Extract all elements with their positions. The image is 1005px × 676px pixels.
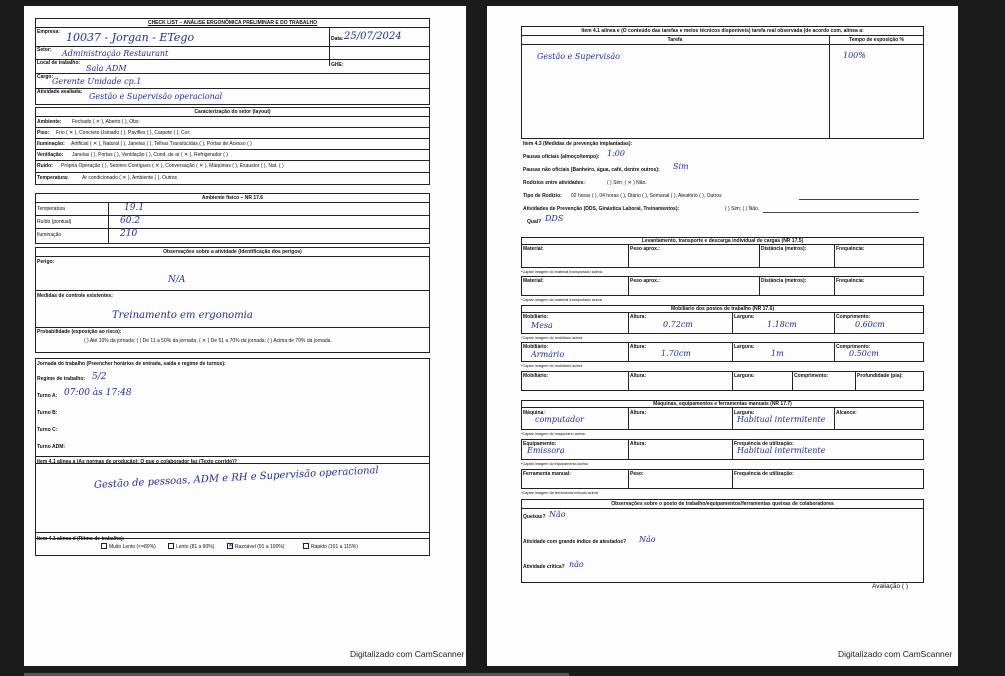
critica-value: não bbox=[569, 560, 584, 569]
tipo-rodizio-options: 02 horas ( ), 04 horas ( ), Diário ( ), Semanal ( ), Aleatório ( ), Outros bbox=[571, 193, 722, 199]
layout-row-options: Própria Operação ( ), Setores Contíguos ( ✕ ), Conversação ( ✕ ), Máquinas ( ), Exaustor ( ), Nat. ( ) bbox=[61, 163, 284, 169]
atividade-label: Atividade avaliada: bbox=[37, 89, 83, 95]
item-a-label: Item 4.1 alínea a (As normas de produção): O que o colaborador faz (Texto corrido)? bbox=[37, 459, 237, 465]
camscanner-label: Digitalizado com CamScanner bbox=[838, 649, 953, 659]
atestados-label: Atividade com grande índice de atestados? bbox=[523, 539, 627, 545]
observacoes-title: Observações sobre a atividade (Identificação dos perigos) bbox=[163, 249, 302, 255]
pausas-oficiais-value: 1:00 bbox=[607, 149, 625, 158]
altura-label: Altura: bbox=[630, 344, 647, 350]
equipamento-altura-label: Altura: bbox=[630, 441, 647, 447]
maquina-altura-label: Altura: bbox=[630, 410, 647, 416]
tarefa-table-title: Item 4.1 alínea e (O conteúdo das tarefas e meios técnicos disponíveis) tarefa real observada (de acordo com, alínea a: bbox=[581, 28, 864, 34]
ghe-label: GHE: bbox=[331, 62, 344, 68]
empresa-value: 10037 - Jorgan - ETego bbox=[66, 31, 195, 44]
document-page-1 bbox=[24, 6, 466, 666]
data-label: Data: bbox=[331, 36, 344, 42]
ambiente-row-label: Temperatura bbox=[37, 206, 66, 212]
layout-row-label: Ambiente: bbox=[37, 119, 62, 125]
frequencia-label: Frequência: bbox=[836, 278, 865, 284]
ritmo-option: Muito Lento (<=80%) bbox=[109, 544, 156, 550]
setor-value: Administração Restaurant bbox=[62, 49, 169, 58]
maquina-value: computador bbox=[535, 415, 584, 424]
local-label: Local de trabalho: bbox=[37, 60, 81, 66]
layout-row-options: Janelas ( ), Portas ( ), Ventilação ( ), Cond. de ar ( ✕ ), Refrigerador ( ) bbox=[72, 152, 228, 158]
frequencia-utilizacao-label: Frequência de utilização: bbox=[734, 441, 794, 447]
layout-row-options: Fechado ( ✕ ), Aberto ( ), Obs: bbox=[72, 119, 140, 125]
cargo-label: Cargo: bbox=[37, 74, 54, 80]
pausas-oficiais-label: Pausas oficiais (almoço/tempo): bbox=[523, 154, 600, 160]
mobiliario-value: Mesa bbox=[531, 321, 553, 330]
ritmo-option: Razoável (91 a 100%) bbox=[235, 544, 285, 550]
setor-label: Setor: bbox=[37, 47, 52, 53]
ritmo-option: Rápido (101 a 115%) bbox=[311, 544, 358, 550]
comprimento-label: Comprimento: bbox=[836, 344, 871, 350]
distancia-label: Distância (metros): bbox=[761, 246, 807, 252]
ferramenta-frequencia-label: Frequência de utilização: bbox=[734, 471, 794, 477]
material-label: Material: bbox=[523, 278, 544, 284]
mobiliario-label: Mobiliário: bbox=[523, 373, 549, 379]
largura-value: 1m bbox=[771, 349, 784, 358]
pausas-nao-oficiais-value: Sim bbox=[673, 162, 689, 171]
observacoes-posto-title: Observações sobre o posto de trabalho/equipamentos/ferramentas queixas de colaboradores bbox=[611, 501, 834, 507]
layout-row-label: Ventilação: bbox=[37, 152, 64, 158]
rodizios-label: Rodízios entre atividades: bbox=[523, 180, 585, 186]
ambiente-row-value: 210 bbox=[120, 229, 138, 239]
local-value: Sala ADM bbox=[86, 64, 127, 73]
atestados-value: Não bbox=[639, 535, 656, 544]
levantamento-caption: *Captar imagem do material transportado acima bbox=[521, 270, 602, 274]
camscanner-label: Digitalizado com CamScanner bbox=[350, 649, 465, 659]
cargo-value: Gerente Unidade cp.1 bbox=[52, 77, 142, 86]
altura-value: 1.70cm bbox=[661, 349, 691, 358]
comprimento-value: 0.50cm bbox=[849, 349, 879, 358]
largura-value: 1.18cm bbox=[767, 320, 797, 329]
item-d-label: Item 4.1 alínea d (Ritmo de trabalho): bbox=[37, 536, 125, 542]
comprimento-label: Comprimento: bbox=[836, 314, 871, 320]
ritmo-checkbox-checked[interactable]: ✕ bbox=[228, 543, 234, 549]
regime-value: 5/2 bbox=[92, 372, 107, 382]
mobiliario-caption: *Captar imagem do mobiliário acima bbox=[521, 364, 583, 368]
atividades-prevencao-label: Atividades de Prevenção (DDS, Ginástica Laboral, Treinamentos): bbox=[523, 206, 680, 212]
ferramenta-peso-label: Peso: bbox=[630, 471, 644, 477]
regime-label: Regime de trabalho: bbox=[37, 376, 86, 382]
ritmo-checkbox[interactable] bbox=[101, 543, 107, 549]
profundidade-label: Profundidade (pia): bbox=[857, 373, 903, 379]
layout-row-options: Artificial ( ✕ ), Natural ( ), Janelas ( ), Telhas Translúcidas ( ), Portas de Acesso ( ) bbox=[71, 141, 252, 147]
equipamento-caption: *Captar imagem do equipamento acima bbox=[521, 462, 588, 466]
material-label: Material: bbox=[523, 246, 544, 252]
comprimento-label: Comprimento: bbox=[794, 373, 829, 379]
qual-label: Qual? bbox=[527, 219, 542, 225]
ambiente-row-label: Ruído (pontual) bbox=[37, 219, 72, 225]
rodizios-options: ( ) Sim; ( ✕ ) Não. bbox=[607, 180, 647, 186]
maquinas-title: Máquinas, equipamentos e ferramentas manuais (NR 17.7) bbox=[653, 401, 792, 407]
frequencia-utilizacao-value: Habitual intermitente bbox=[737, 446, 826, 455]
levantamento-title: Levantamento, transporte e descarga individual de cargas (NR 17.5) bbox=[641, 238, 804, 244]
layout-row-options: Frio ( ✕ ), Concreto Usinado ( ), Paviflex ( ), Carpete ( ), Cor: bbox=[56, 130, 191, 136]
equipamento-value: Emissora bbox=[527, 446, 565, 455]
maquina-largura-value: Habitual intermitente bbox=[737, 415, 826, 424]
layout-row-label: Ruído: bbox=[37, 163, 53, 169]
tempo-value: 100% bbox=[843, 51, 866, 60]
item-a-value: Gestão de pessoas, ADM e RH e Supervisão operacional bbox=[93, 465, 379, 491]
maquina-largura-label: Largura: bbox=[734, 410, 755, 416]
medidas-value: Treinamento em ergonomia bbox=[112, 310, 253, 321]
largura-label: Largura: bbox=[734, 314, 755, 320]
distancia-label: Distância (metros): bbox=[761, 278, 807, 284]
ritmo-checkbox[interactable] bbox=[168, 543, 174, 549]
tarefa-value: Gestão e Supervisão bbox=[537, 52, 620, 61]
altura-label: Altura: bbox=[630, 314, 647, 320]
data-value: 25/07/2024 bbox=[344, 31, 402, 42]
maquina-label: Máquina: bbox=[523, 410, 545, 416]
layout-row-options: Ar condicionado ( ✕ ), Ambiente ( ), Outros bbox=[82, 175, 178, 181]
pausas-nao-oficiais-label: Pausas não oficiais (Banheiro, água, café, dentre outros): bbox=[523, 167, 660, 173]
avaliacao-label: Avaliação ( ) bbox=[872, 583, 909, 590]
comprimento-value: 0.60cm bbox=[855, 320, 885, 329]
queixas-label: Queixas? bbox=[523, 514, 546, 520]
ferramenta-table bbox=[521, 469, 924, 489]
turno-b-label: Turno B: bbox=[37, 410, 58, 416]
turno-adm-label: Turno ADM: bbox=[37, 444, 66, 450]
layout-row-label: Piso: bbox=[37, 130, 50, 136]
probabilidade-options: ( ) Até 10% da jornada; ( ) De 11 a 50% da jornada; ( ✕ ) De 51 a 70% da jornada; ( ) Acima de 70% da jornada. bbox=[84, 338, 332, 344]
levantamento-caption: *Captar imagem do material transportado acima bbox=[521, 298, 602, 302]
mobiliario-title: Mobiliário dos postos de trabalho (NR 17.6) bbox=[670, 306, 775, 312]
altura-label: Altura: bbox=[630, 373, 647, 379]
ambiente-row-value: 60.2 bbox=[120, 216, 141, 226]
perigo-value: N/A bbox=[168, 275, 186, 285]
peso-label: Peso aprox.: bbox=[630, 246, 661, 252]
perigo-label: Perigo: bbox=[37, 259, 55, 265]
item43-title: Item 4.3 (Medidas de prevenção implantadas): bbox=[523, 141, 633, 147]
altura-value: 0.72cm bbox=[663, 320, 693, 329]
layout-section-title: Caracterização do setor (layout) bbox=[194, 109, 271, 115]
turno-a-value: 07:00 às 17:48 bbox=[64, 388, 132, 398]
mobiliario-value: Armário bbox=[531, 350, 565, 359]
ferramenta-label: Ferramenta manual: bbox=[523, 471, 571, 477]
ambiente-fisico-title: Ambiente físico – NR 17.6 bbox=[201, 195, 264, 201]
largura-label: Largura: bbox=[734, 344, 755, 350]
document-page-2 bbox=[487, 6, 958, 666]
ritmo-option: Lento (81 a 90%) bbox=[176, 544, 215, 550]
turno-c-label: Turno C: bbox=[37, 427, 58, 433]
maquina-caption: *Captar imagem do maquinário acima bbox=[521, 432, 585, 436]
tarefa-header: Tarefa bbox=[667, 37, 683, 43]
empresa-label: Empresa: bbox=[37, 29, 60, 35]
peso-label: Peso aprox.: bbox=[630, 278, 661, 284]
document-title: CHECK LIST – ANÁLISE ERGONÔMICA PRELIMINAR E DO TRABALHO bbox=[147, 20, 318, 26]
largura-label: Largura: bbox=[734, 373, 755, 379]
mobiliario-label: Mobiliário: bbox=[523, 314, 549, 320]
mobiliario-label: Mobiliário: bbox=[523, 344, 549, 350]
alcance-label: Alcance: bbox=[836, 410, 857, 416]
frequencia-label: Frequência: bbox=[836, 246, 865, 252]
turno-a-label: Turno A: bbox=[37, 393, 58, 399]
atividades-prevencao-options: ( ) Sim; ( ) Não. bbox=[725, 206, 760, 212]
equipamento-table bbox=[521, 439, 924, 460]
critica-label: Atividade crítica? bbox=[523, 564, 565, 570]
equipamento-label: Equipamento: bbox=[523, 441, 557, 447]
jornada-title: Jornada do trabalho (Preencher horários de entrada, saída e regime de turnos): bbox=[37, 361, 226, 367]
tipo-rodizio-label: Tipo de Rodízio: bbox=[523, 193, 562, 199]
qual-value: DDS bbox=[545, 214, 564, 223]
atividade-value: Gestão e Supervisão operacional bbox=[89, 92, 223, 101]
layout-row-label: Temperatura: bbox=[37, 175, 69, 181]
layout-row-label: Iluminação: bbox=[37, 141, 65, 147]
ambiente-row-value: 19.1 bbox=[124, 203, 145, 213]
queixas-value: Não bbox=[549, 510, 566, 519]
mobiliario-caption: *Captar imagem do mobiliário acima bbox=[521, 336, 583, 340]
probabilidade-label: Probabilidade (exposição ao risco): bbox=[37, 329, 122, 335]
ferramenta-caption: *Captar imagem da ferramenta manual acima bbox=[521, 491, 598, 495]
tempo-header: Tempo de exposição % bbox=[849, 37, 904, 43]
ritmo-checkbox[interactable] bbox=[303, 543, 309, 549]
medidas-label: Medidas de controle existentes: bbox=[37, 293, 113, 299]
ambiente-row-label: Iluminação bbox=[37, 232, 62, 238]
